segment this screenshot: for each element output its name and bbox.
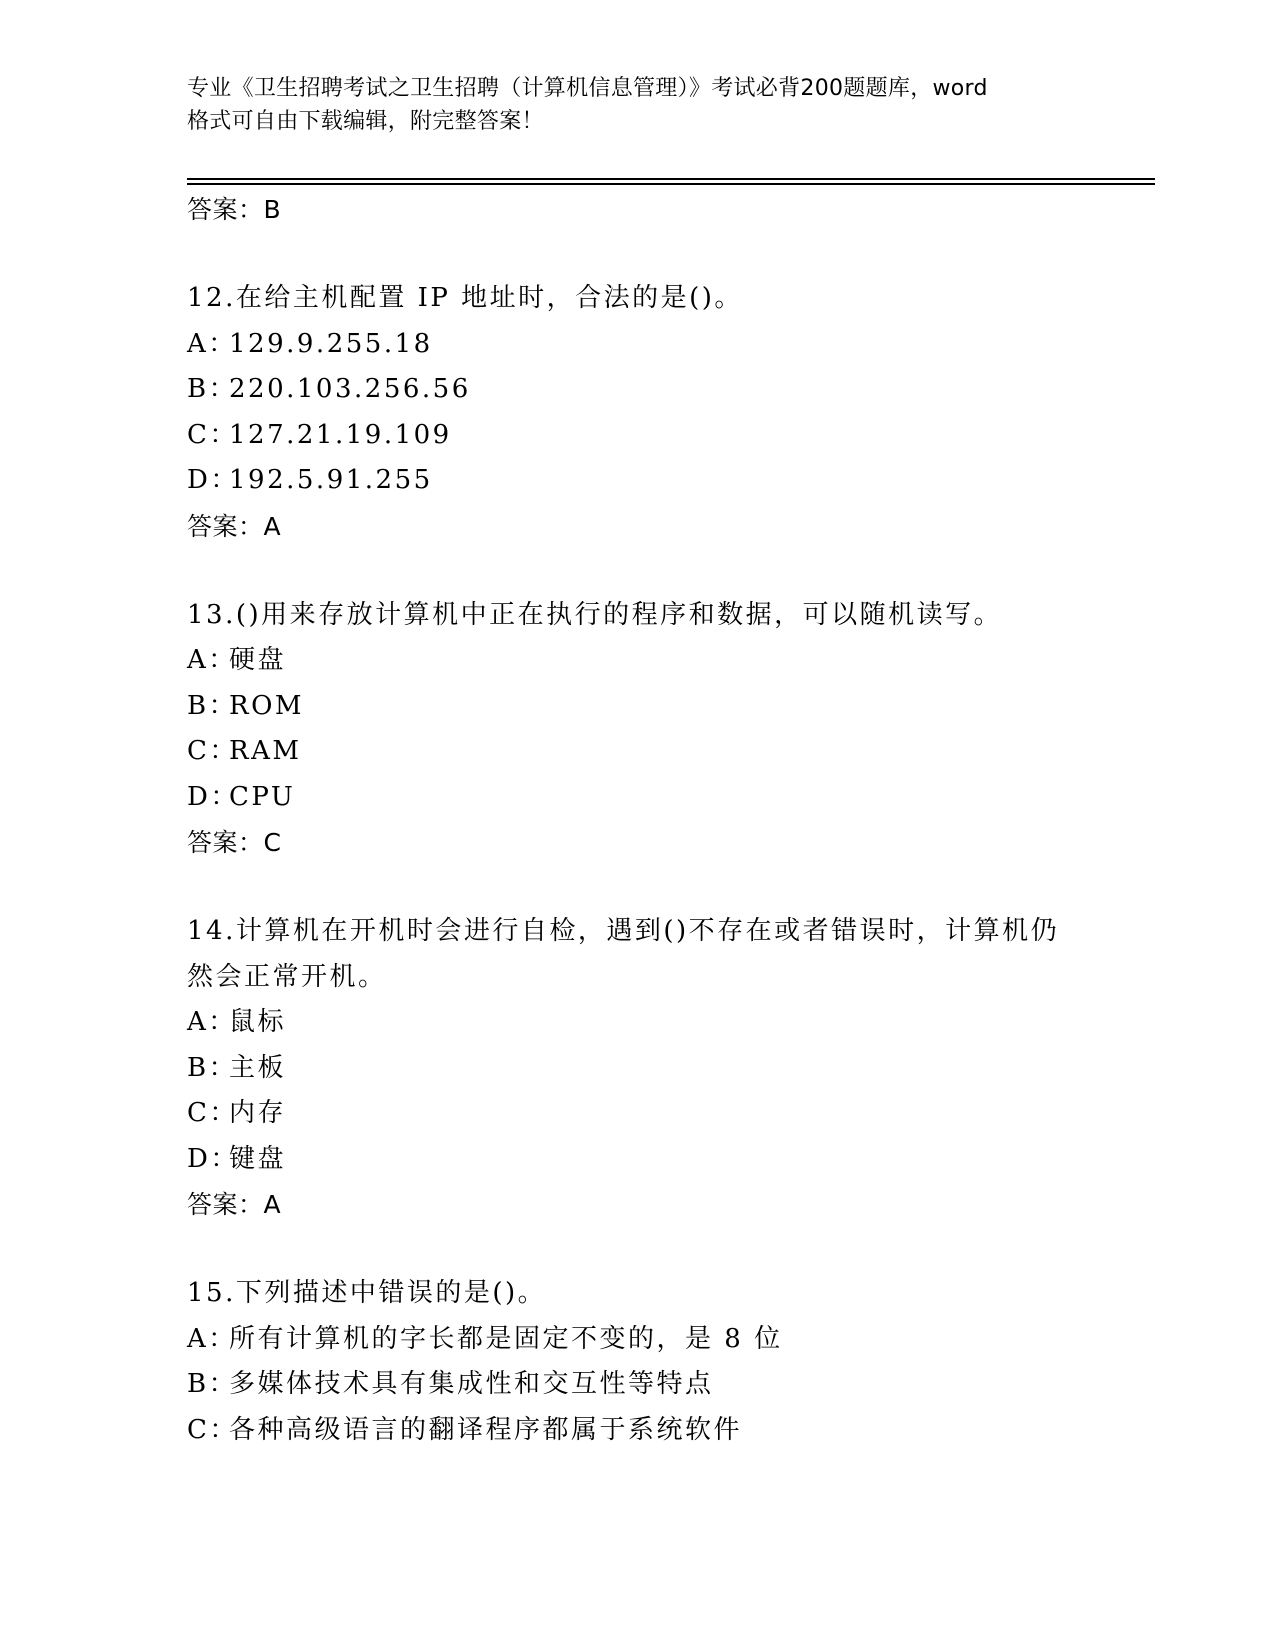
option-a [187,638,1087,684]
option-text: 所有计算机的字长都是固定不变的，是 8 位 [229,1323,783,1354]
option-key: C： [187,1098,238,1128]
answer-line: 答案：A [187,511,282,541]
option-a [187,322,1087,368]
option-b [187,1046,1087,1092]
option-key: C： [187,419,238,450]
option-key: C： [187,736,238,766]
option-key: A： [187,1007,237,1037]
document-header [187,72,1087,138]
previous-answer: 答案：B [187,195,282,224]
question-13 [187,593,1087,867]
option-d [187,458,1087,504]
option-key: B： [187,1052,238,1083]
question-14 [187,909,1087,1228]
option-a [187,1317,1087,1363]
option-text: 鼠标 [229,1007,287,1037]
question-stem: 13.()用来存放计算机中正在执行的程序和数据，可以随机读写。 [187,599,1003,630]
header-divider-bottom [187,183,1155,185]
header-divider-top [187,178,1155,180]
option-c [187,729,1087,775]
option-key: A： [187,645,237,675]
option-text: RAM [229,736,302,766]
question-list [187,187,1087,1453]
option-key: D： [187,1143,239,1174]
option-text: CPU [229,781,296,812]
header-line-1: 专业《卫生招聘考试之卫生招聘（计算机信息管理）》考试必背200题题库，word [187,76,988,101]
question-12 [187,276,1087,550]
option-text: 220.103.256.56 [229,374,471,404]
option-key: B： [187,1369,238,1399]
option-key: A： [187,328,237,359]
option-text: 键盘 [229,1143,287,1174]
option-key: C： [187,1414,238,1445]
option-b [187,367,1087,413]
header-line-2: 格式可自由下载编辑，附完整答案！ [187,109,544,134]
option-text: 内存 [229,1098,287,1128]
question-stem: 14.计算机在开机时会进行自检，遇到()不存在或者错误时，计算机仍 [187,916,1060,946]
question-15 [187,1271,1087,1453]
option-text: 127.21.19.109 [229,419,452,450]
option-text: 192.5.91.255 [229,465,433,495]
option-key: D： [187,781,239,812]
answer-line: 答案：C [187,828,282,857]
answer-line: 答案：A [187,1190,282,1219]
option-c [187,413,1087,459]
option-text: 主板 [229,1052,287,1083]
option-c [187,1091,1087,1137]
option-key: B： [187,374,238,404]
question-stem: 12.在给主机配置 IP 地址时，合法的是()。 [187,283,743,313]
option-b [187,1362,1087,1408]
option-b [187,684,1087,730]
question-stem: 15.下列描述中错误的是()。 [187,1278,547,1308]
option-key: A： [187,1323,237,1354]
option-d [187,775,1087,821]
option-text: 129.9.255.18 [229,328,433,359]
option-c [187,1408,1087,1454]
question-stem-continued: 然会正常开机。 [187,961,387,992]
option-key: D： [187,465,239,495]
option-text: 各种高级语言的翻译程序都属于系统软件 [229,1414,743,1445]
option-text: 多媒体技术具有集成性和交互性等特点 [229,1369,714,1399]
option-key: B： [187,690,238,721]
option-a [187,1000,1087,1046]
option-d [187,1137,1087,1183]
option-text: 硬盘 [229,645,287,675]
option-text: ROM [229,690,305,721]
